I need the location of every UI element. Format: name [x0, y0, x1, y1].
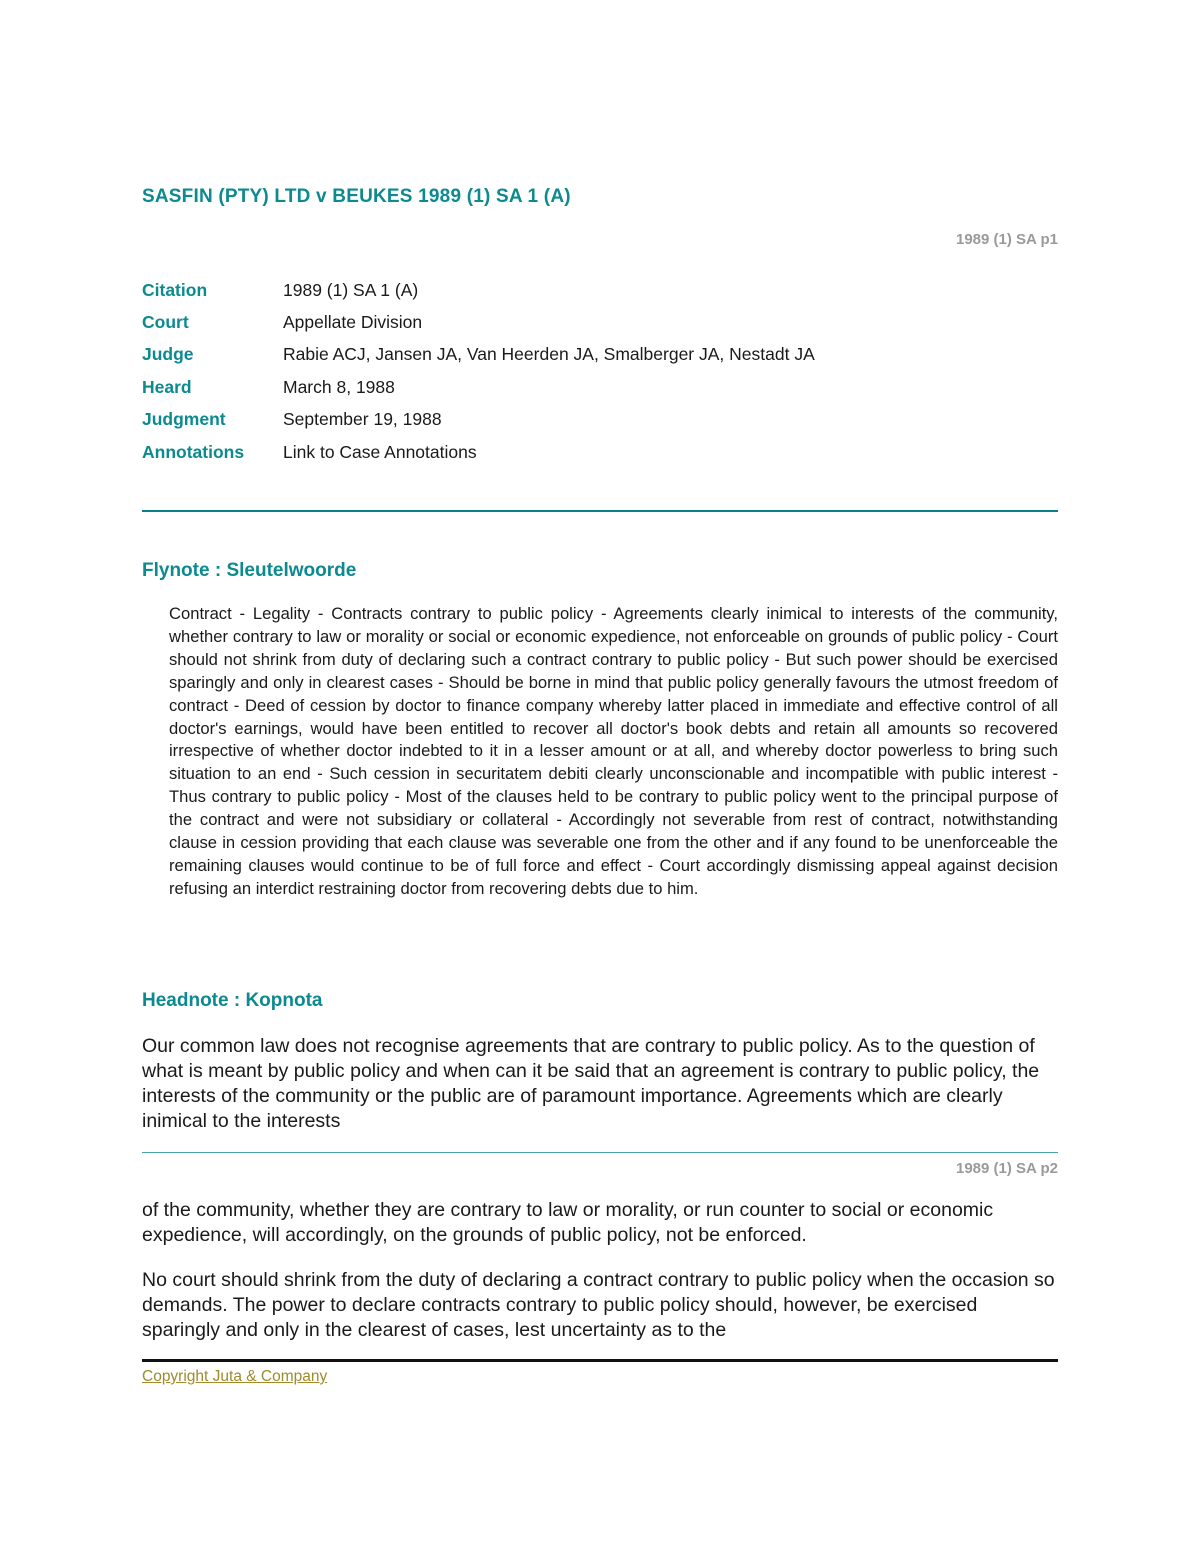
- metadata-row-annotations: [142, 436, 815, 468]
- metadata-row-court: [142, 306, 815, 338]
- copyright-link[interactable]: Copyright Juta & Company: [142, 1368, 328, 1385]
- headnote-heading: Headnote : Kopnota: [142, 990, 323, 1011]
- headnote-paragraph: No court should shrink from the duty of declaring a contract contrary to public policy when the occasion so demands. The power to declare contracts contrary to public policy should, however, be exercised sparingly and only in the clearest of cases, lest uncertainty as to the: [142, 1269, 1055, 1341]
- footer-divider: [142, 1359, 1058, 1362]
- page-break-divider: [142, 1152, 1058, 1153]
- flynote-text: Contract - Legality - Contracts contrary to public policy - Agreements clearly inimical to interests of the community, whether contrary to law or morality or social or economic expedience, not enforceable on grounds of public policy - Court should not shrink from duty of declaring such a contract contrary to public policy - But such power should be exercised sparingly and only in clearest cases - Should be borne in mind that public policy generally favours the utmost freedom of contract - Deed of cession by doctor to finance company whereby latter placed in immediate and effective control of all doctor's earnings, would have been entitled to recover all doctor's book debts and retain all amounts so recovered irrespective of whether doctor indebted to it in a lesser amount or at all, and whereby doctor powerless to bring such situation to an end - Such cession in securitatem debiti clearly unconscionable and incompatible with public interest - Thus contrary to public policy - Most of the clauses held to be contrary to public policy went to the principal purpose of the contract and were not subsidiary or collateral - Accordingly not severable from rest of contract, notwithstanding clause in cession providing that each clause was severable one from the other and if any found to be unenforceable the remaining clauses would continue to be of full force and effect - Court accordingly dismissing appeal against decision refusing an interdict restraining doctor from recovering debts due to him.: [169, 604, 1058, 898]
- metadata-row-judgment: [142, 404, 815, 436]
- headnote-paragraph: Our common law does not recognise agreements that are contrary to public policy. As to the question of what is meant by public policy and when can it be said that an agreement is contrary to public policy, the interests of the community or the public are of paramount importance. Agreements which are clearly inimical to the interests: [142, 1035, 1040, 1132]
- annotations-label: Annotations: [142, 441, 245, 462]
- citation-value: 1989 (1) SA 1 (A): [283, 279, 419, 300]
- metadata-row-heard: [142, 371, 815, 403]
- page-reference-p1: 1989 (1) SA p1: [956, 231, 1058, 248]
- judge-value: Rabie ACJ, Jansen JA, Van Heerden JA, Smalberger JA, Nestadt JA: [283, 344, 815, 365]
- metadata-row-citation: [142, 274, 815, 306]
- case-metadata-table: [142, 274, 815, 468]
- page-reference-p2: 1989 (1) SA p2: [956, 1160, 1058, 1177]
- heard-value: March 8, 1988: [283, 376, 395, 397]
- court-label: Court: [142, 312, 189, 333]
- judge-label: Judge: [142, 344, 194, 365]
- citation-label: Citation: [142, 279, 208, 300]
- judgment-value: September 19, 1988: [283, 409, 442, 430]
- metadata-row-judge: [142, 339, 815, 371]
- case-title: SASFIN (PTY) LTD v BEUKES 1989 (1) SA 1 (A): [142, 186, 571, 207]
- judgment-label: Judgment: [142, 409, 226, 430]
- flynote-heading: Flynote : Sleutelwoorde: [142, 560, 357, 581]
- headnote-paragraph: of the community, whether they are contrary to law or morality, or run counter to social or economic expedience, will accordingly, on the grounds of public policy, not be enforced.: [142, 1199, 994, 1246]
- heard-label: Heard: [142, 376, 192, 397]
- case-annotations-link[interactable]: Link to Case Annotations: [283, 441, 477, 462]
- court-value: Appellate Division: [283, 312, 423, 333]
- section-divider: [142, 510, 1058, 512]
